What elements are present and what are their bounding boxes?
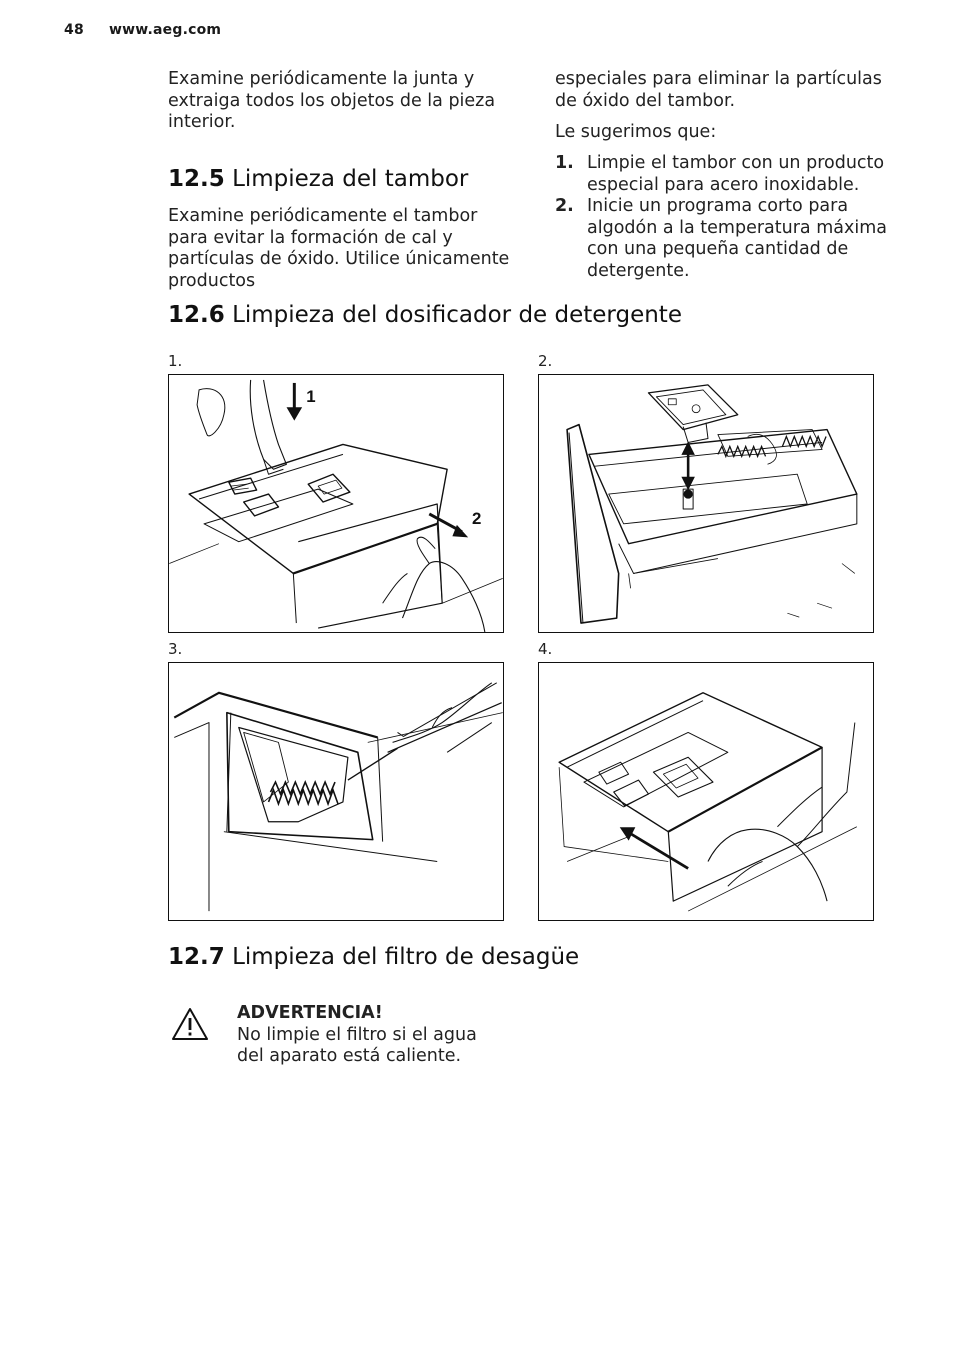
dispenser-pull-illustration [169, 375, 503, 632]
page-number: 48 [64, 22, 84, 38]
section-12-6-heading [168, 302, 682, 328]
section-12-7-heading [168, 944, 579, 970]
warning-text: No limpie el filtro si el agua del aparato está caliente. [237, 1024, 477, 1066]
brush-cleaning-illustration [169, 663, 503, 920]
section-number: 12.7 [168, 944, 225, 970]
figure-label-4: 4. [538, 640, 553, 658]
figure-1-remove-dispenser [168, 374, 504, 633]
suggest-text: Le sugerimos que: [555, 122, 717, 142]
section-title: Limpieza del dosificador de detergente [232, 302, 682, 328]
figure-2-lift-insert [538, 374, 874, 633]
drum-paragraph-continued: especiales para eliminar la partículas de óxido del tambor. [555, 69, 882, 111]
list-item: 1. Limpie el tambor con un producto especial para acero inoxidable. [555, 153, 885, 195]
warning-triangle-icon [170, 1006, 210, 1042]
dispenser-insert-illustration [539, 375, 873, 632]
list-item: 2. Inicie un programa corto para algodón a la temperatura máxima con una pequeña cantidad de detergente. [555, 196, 887, 281]
site-url: www.aeg.com [109, 22, 222, 38]
drum-paragraph: Examine periódicamente el tambor para evitar la formación de cal y partículas de óxido. Utilice únicamente productos [168, 206, 510, 291]
figure-label-1: 1. [168, 352, 183, 370]
section-number: 12.5 [168, 166, 225, 192]
figure-4-reinsert-dispenser [538, 662, 874, 921]
dispenser-insert-back-illustration [539, 663, 873, 920]
section-title: Limpieza del filtro de desagüe [232, 944, 580, 970]
intro-paragraph: Examine periódicamente la junta y extraiga todos los objetos de la pieza interior. [168, 69, 496, 132]
section-12-5-heading [168, 166, 468, 192]
warning-block [237, 1003, 497, 1068]
figure-label-3: 3. [168, 640, 183, 658]
callout-1: 1 [306, 386, 316, 406]
section-title: Limpieza del tambor [232, 166, 469, 192]
drum-steps-list [555, 153, 890, 282]
section-number: 12.6 [168, 302, 225, 328]
warning-title: ADVERTENCIA! [237, 1003, 383, 1023]
figure-label-2: 2. [538, 352, 553, 370]
callout-2: 2 [471, 508, 482, 528]
figure-3-brush-clean [168, 662, 504, 921]
